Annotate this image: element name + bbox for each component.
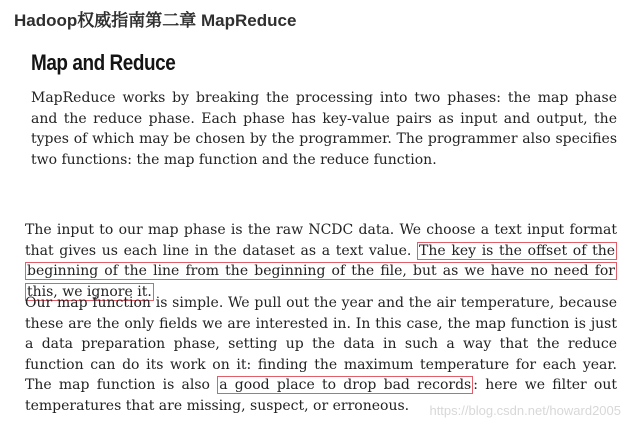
- paragraph-intro: MapReduce works by breaking the processing into two phases: the map phase and the reduce phase. Each phase has key-value pairs as input and output, the types of which may be chosen by the programmer. The programmer also specifies two functions: the map function and the reduce function.: [31, 90, 617, 168]
- paragraph-input: [25, 220, 617, 302]
- watermark: https://blog.csdn.net/howard2005: [429, 403, 621, 418]
- paragraph-map-text-end: : here we filter out temperatures that are missing, suspect, or erroneous.: [25, 377, 618, 414]
- section-heading: Map and Reduce: [31, 50, 176, 75]
- paragraph-map-function: [25, 293, 617, 416]
- blog-title: Hadoop权威指南第二章 MapReduce: [14, 11, 297, 30]
- paragraph-input-text: The input to our map phase is the raw NCDC data. We choose a text input format that gives us each line in the dataset as a text value.: [25, 222, 617, 259]
- highlighted-bad-records: a good place to drop bad records: [219, 377, 472, 393]
- paragraph-map-text: Our map function is simple. We pull out the year and the air temperature, because these are the only fields we are interested in. In this case, the map function is just a data preparation phase, setting up the data in such a way that the reduce function can do its work on it: finding the maximum temperature for each year. The map function is also: [25, 295, 617, 393]
- highlighted-key-note: The key is the offset of the beginning of the line from the beginning of the file, but as we have no need for this, we ignore it.: [27, 242, 615, 300]
